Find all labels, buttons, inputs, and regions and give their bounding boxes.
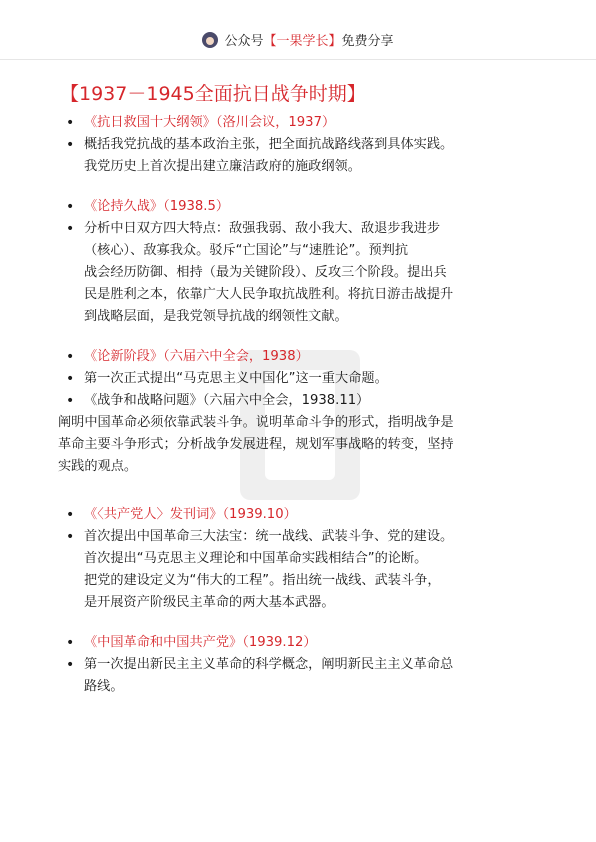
s4-line: 是开展资产阶级民主革命的两大基本武器。 <box>84 595 335 610</box>
page-header <box>0 30 596 49</box>
s2-line: （核心）、敌寡我众。驳斥“亡国论”与“速胜论”。预判抗 <box>84 243 409 258</box>
s2-body <box>60 218 556 328</box>
s5-line: • 第一次提出新民主主义革命的科学概念，阐明新民主主义革命总 <box>84 657 454 672</box>
s5-line: 路线。 <box>84 679 124 694</box>
s4-heading: • 《〈共产党人〉发刊词》（1939.10） <box>60 504 556 526</box>
s2-line: 民是胜利之本，依靠广大人民争取抗战胜利。将抗日游击战提升 <box>84 287 454 302</box>
page-title: 【1937－1945全面抗日战争时期】 <box>60 83 366 105</box>
header-divider <box>0 59 596 60</box>
s4-line: 把党的建设定义为“伟大的工程”。指出统一战线、武装斗争， <box>84 573 441 588</box>
s3-heading: • 《论新阶段》（六届六中全会，1938） <box>60 346 556 368</box>
s3-plain-line: 革命主要斗争形式；分析战争发展进程，规划军事战略的转变，坚持 <box>58 437 454 452</box>
s2-line: 到战略层面，是我党领导抗战的纲领性文献。 <box>84 309 348 324</box>
s3-paragraph <box>58 412 556 478</box>
s3-plain-line: 实践的观点。 <box>58 459 138 474</box>
s1-line: • 概括我党抗战的基本政治主张，把全面抗战路线落到具体实践。 <box>84 137 454 152</box>
s3-bullet-1: • 第一次正式提出“马克思主义中国化”这一重大命题。 <box>60 368 556 390</box>
s5-heading: • 《中国革命和中国共产党》（1939.12） <box>60 632 556 654</box>
header-prefix: 公众号 <box>224 34 264 49</box>
s4-line: 首次提出“马克思主义理论和中国革命实践相结合”的论断。 <box>84 551 428 566</box>
header-brand: 【一果学长】 <box>263 34 342 49</box>
s4-body <box>60 526 556 614</box>
s1-line: 我党历史上首次提出建立廉洁政府的施政纲领。 <box>84 159 361 174</box>
s2-heading: • 《论持久战》（1938.5） <box>60 196 556 218</box>
s2-line: 战会经历防御、相持（最为关键阶段）、反攻三个阶段。提出兵 <box>84 265 447 280</box>
s3-bullet-2: • 《战争和战略问题》（六届六中全会，1938.11） <box>60 390 556 412</box>
avatar-icon <box>202 32 218 48</box>
s5-body <box>60 654 556 698</box>
document-body <box>60 80 556 698</box>
header-suffix: 免费分享 <box>341 34 394 49</box>
s4-line: • 首次提出中国革命三大法宝：统一战线、武装斗争、党的建设。 <box>84 529 454 544</box>
s1-body <box>60 134 556 178</box>
s2-line: • 分析中日双方四大特点：敌强我弱、敌小我大、敌退步我进步 <box>84 221 441 236</box>
s1-heading: • 《抗日救国十大纲领》（洛川会议，1937） <box>60 112 556 134</box>
s3-plain-line: 阐明中国革命必须依靠武装斗争。说明革命斗争的形式，指明战争是 <box>58 415 454 430</box>
